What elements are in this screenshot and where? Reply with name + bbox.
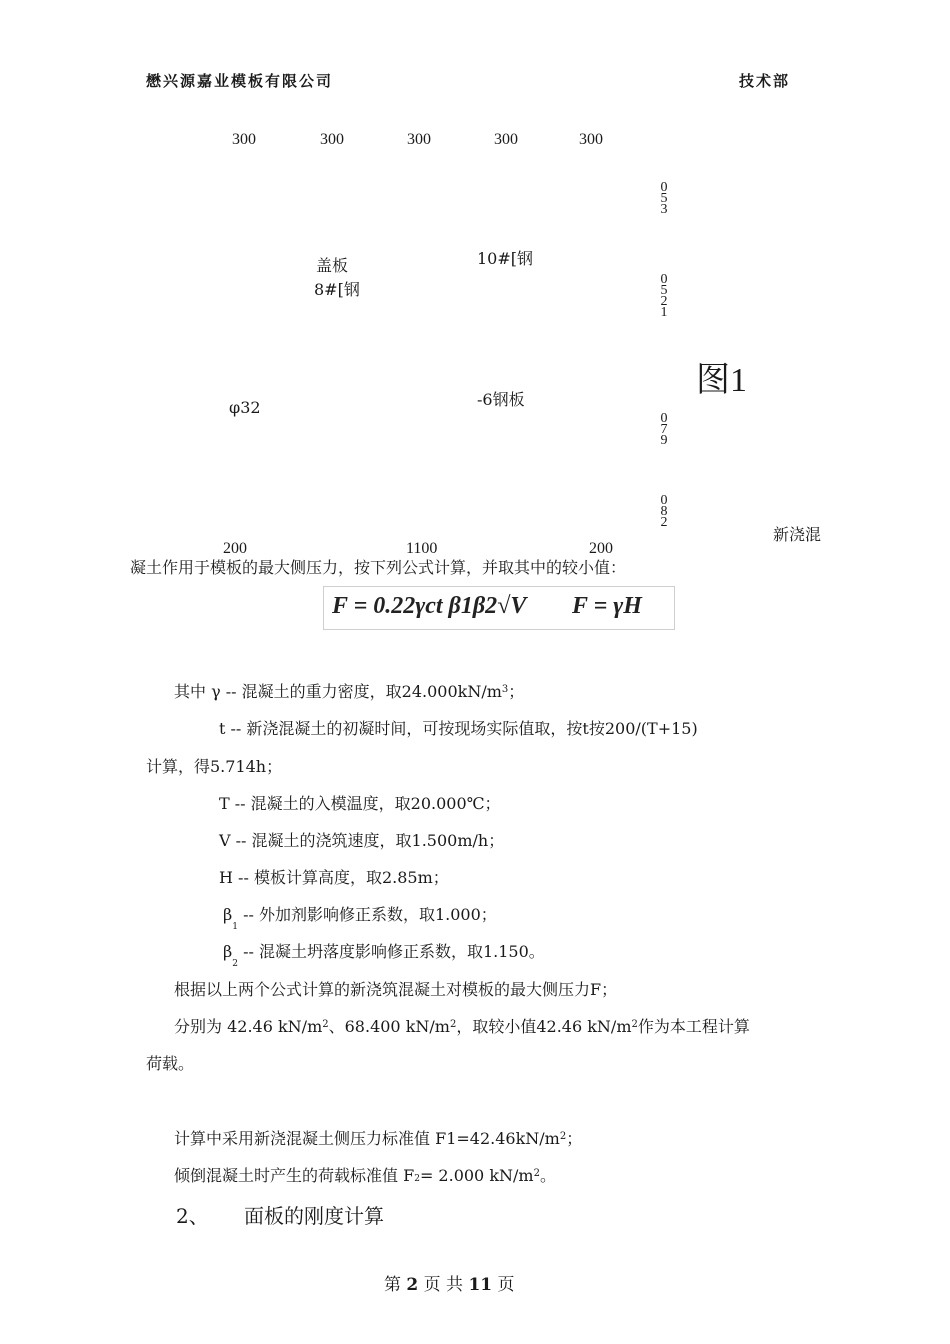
bottom-dim-1: 200	[223, 540, 247, 557]
intro-text: 凝土作用于模板的最大侧压力，按下列公式计算，并取其中的较小值：	[130, 558, 627, 577]
page-footer: 第 2 页 共 11 页	[384, 1275, 515, 1295]
section-number: 2、	[176, 1204, 209, 1228]
page-total: 11	[468, 1275, 493, 1295]
top-dim-4: 300	[494, 131, 518, 148]
beta2-definition: $\beta_2$ -- 混凝土坍落度影响修正系数，取1.150。	[223, 942, 545, 969]
vertical-dim-3: 0 7 9	[660, 411, 668, 448]
top-dim-5: 300	[579, 131, 603, 148]
t-definition-cont: 计算，得5.714h；	[146, 757, 283, 776]
page-number: 2	[406, 1275, 419, 1295]
top-dim-2: 300	[320, 131, 344, 148]
top-dim-1: 300	[232, 131, 256, 148]
formula-box	[323, 586, 675, 630]
company-name: 懋兴源嘉业模板有限公司	[146, 72, 334, 90]
label-cover-plate: 盖板	[316, 256, 349, 275]
formula-2: F = γH	[572, 593, 642, 619]
vertical-dim-2: 0 5 2 1	[660, 272, 668, 320]
label-steel-plate: -6钢板	[477, 390, 525, 409]
figure-caption: 图1	[696, 362, 747, 399]
bottom-dim-2: 1100	[406, 540, 438, 557]
f1-line: 计算中采用新浇混凝土侧压力标准值 $F1=42.46kN/m^2$；	[174, 1129, 583, 1148]
result-line-2: 分别为 42.46 $kN/m^2$、68.400 $kN/m^2$，取较小值42.46 $kN/m^2$作为本工程计算	[174, 1017, 750, 1036]
T-definition: T -- 混凝土的入模温度，取20.000℃；	[219, 794, 501, 813]
vertical-dim-4: 0 8 2	[660, 493, 668, 530]
beta1-definition: $\beta_1$ -- 外加剂影响修正系数，取1.000；	[223, 905, 497, 932]
result-line-3: 荷载。	[146, 1054, 195, 1073]
department-name: 技术部	[739, 72, 791, 90]
t-definition: t -- 新浇混凝土的初凝时间，可按现场实际值取，按t按200/(T+15)	[219, 719, 698, 738]
section-title: 面板的刚度计算	[244, 1204, 384, 1228]
H-definition: H -- 模板计算高度，取2.85m；	[219, 868, 449, 887]
bottom-dim-3: 200	[589, 540, 613, 557]
label-rod: φ32	[229, 398, 261, 417]
vertical-dim-1: 0 5 3	[660, 180, 668, 217]
gamma-definition: 其中 γ -- 混凝土的重力密度，取$24.000kN/m^3$；	[174, 682, 525, 701]
formula-1: F = 0.22γct β1β2√V	[332, 593, 527, 619]
label-channel-10: 10#[钢	[477, 249, 534, 268]
intro-text-end: 新浇混	[773, 525, 822, 544]
result-line-1: 根据以上两个公式计算的新浇筑混凝土对模板的最大侧压力F；	[174, 980, 618, 999]
V-definition: V -- 混凝土的浇筑速度，取1.500m/h；	[219, 831, 505, 850]
top-dim-3: 300	[407, 131, 431, 148]
f2-line: 倾倒混凝土时产生的荷载标准值 F2= 2.000 $kN/m^2$。	[174, 1166, 556, 1185]
label-channel-8: 8#[钢	[314, 280, 360, 299]
